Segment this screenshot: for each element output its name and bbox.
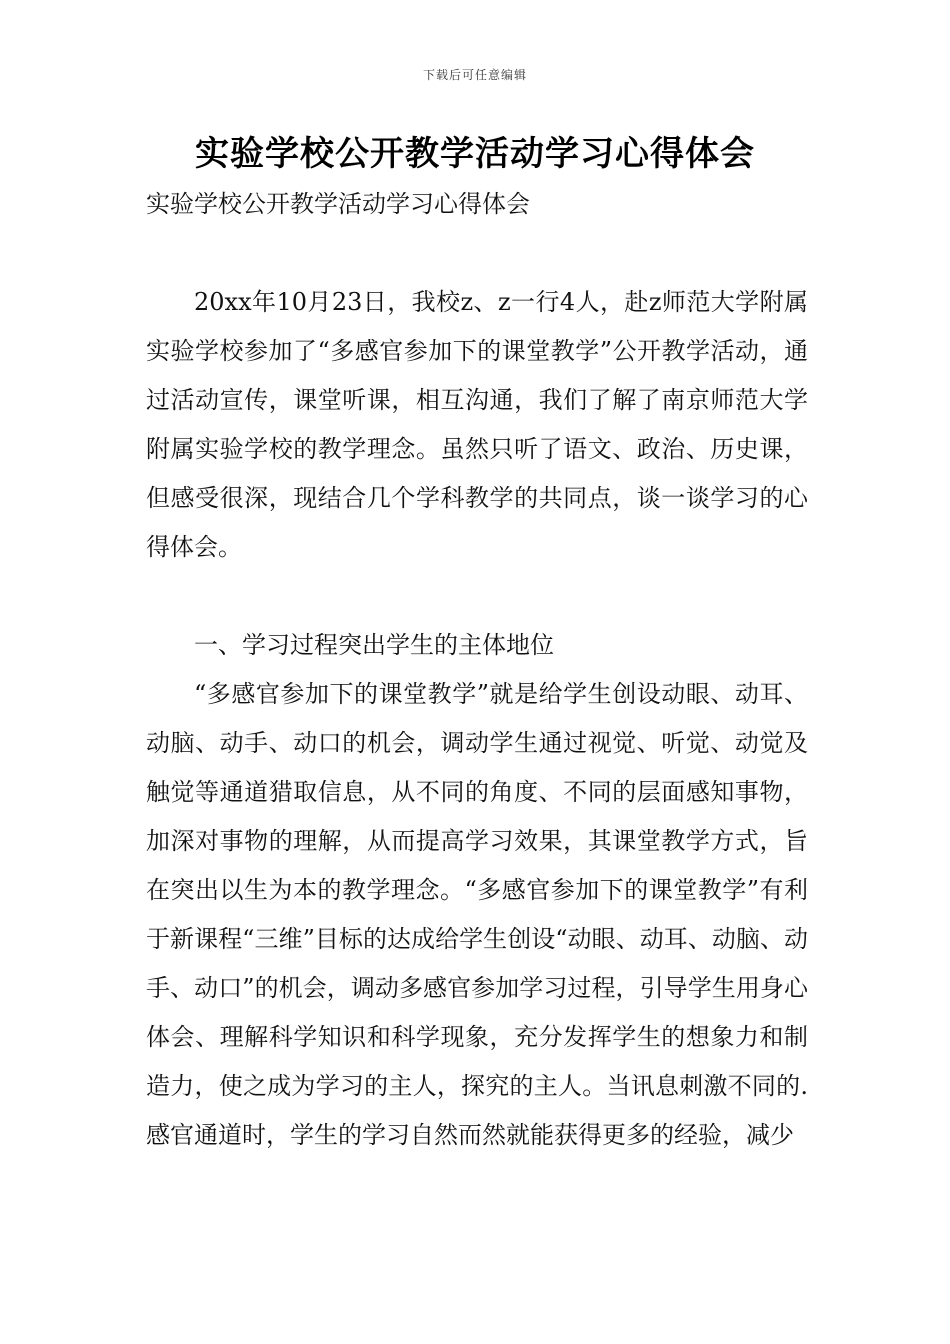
document-subtitle: 实验学校公开教学活动学习心得体会 (146, 190, 530, 218)
document-body (146, 278, 808, 1160)
paragraph-section-1: “多感官参加下的课堂教学”就是给学生创设动眼、动耳、动脑、动手、动口的机会，调动学生通过视觉、听觉、动觉及触觉等通道猎取信息，从不同的角度、不同的层面感知事物，加深对事物的理解，从而提高学习效果，其课堂教学方式，旨在突出以生为本的教学理念。“多感官参加下的课堂教学”有利于新课程“三维”目标的达成给学生创设“动眼、动耳、动脑、动手、动口”的机会，调动多感官参加学习过程，引导学生用身心体会、理解科学知识和科学现象，充分发挥学生的想象力和制造力，使之成为学习的主人，探究的主人。当讯息刺激不同的.感官通道时，学生的学习自然而然就能获得更多的经验，减少 (146, 680, 808, 1149)
paragraph-intro: 20xx年10月23日，我校z、z一行4人，赴z师范大学附属实验学校参加了“多感官参加下的课堂教学”公开教学活动，通过活动宣传，课堂听课，相互沟通，我们了解了南京师范大学附属实验学校的教学理念。虽然只听了语文、政治、历史课，但感受很深，现结合几个学科教学的共同点，谈一谈学习的心得体会。 (146, 288, 808, 561)
paragraph-gap (146, 572, 808, 621)
section-heading-1: 一、学习过程突出学生的主体地位 (194, 631, 554, 659)
header-note: 下载后可任意编辑 (422, 68, 527, 82)
document-title: 实验学校公开教学活动学习心得体会 (195, 134, 755, 174)
